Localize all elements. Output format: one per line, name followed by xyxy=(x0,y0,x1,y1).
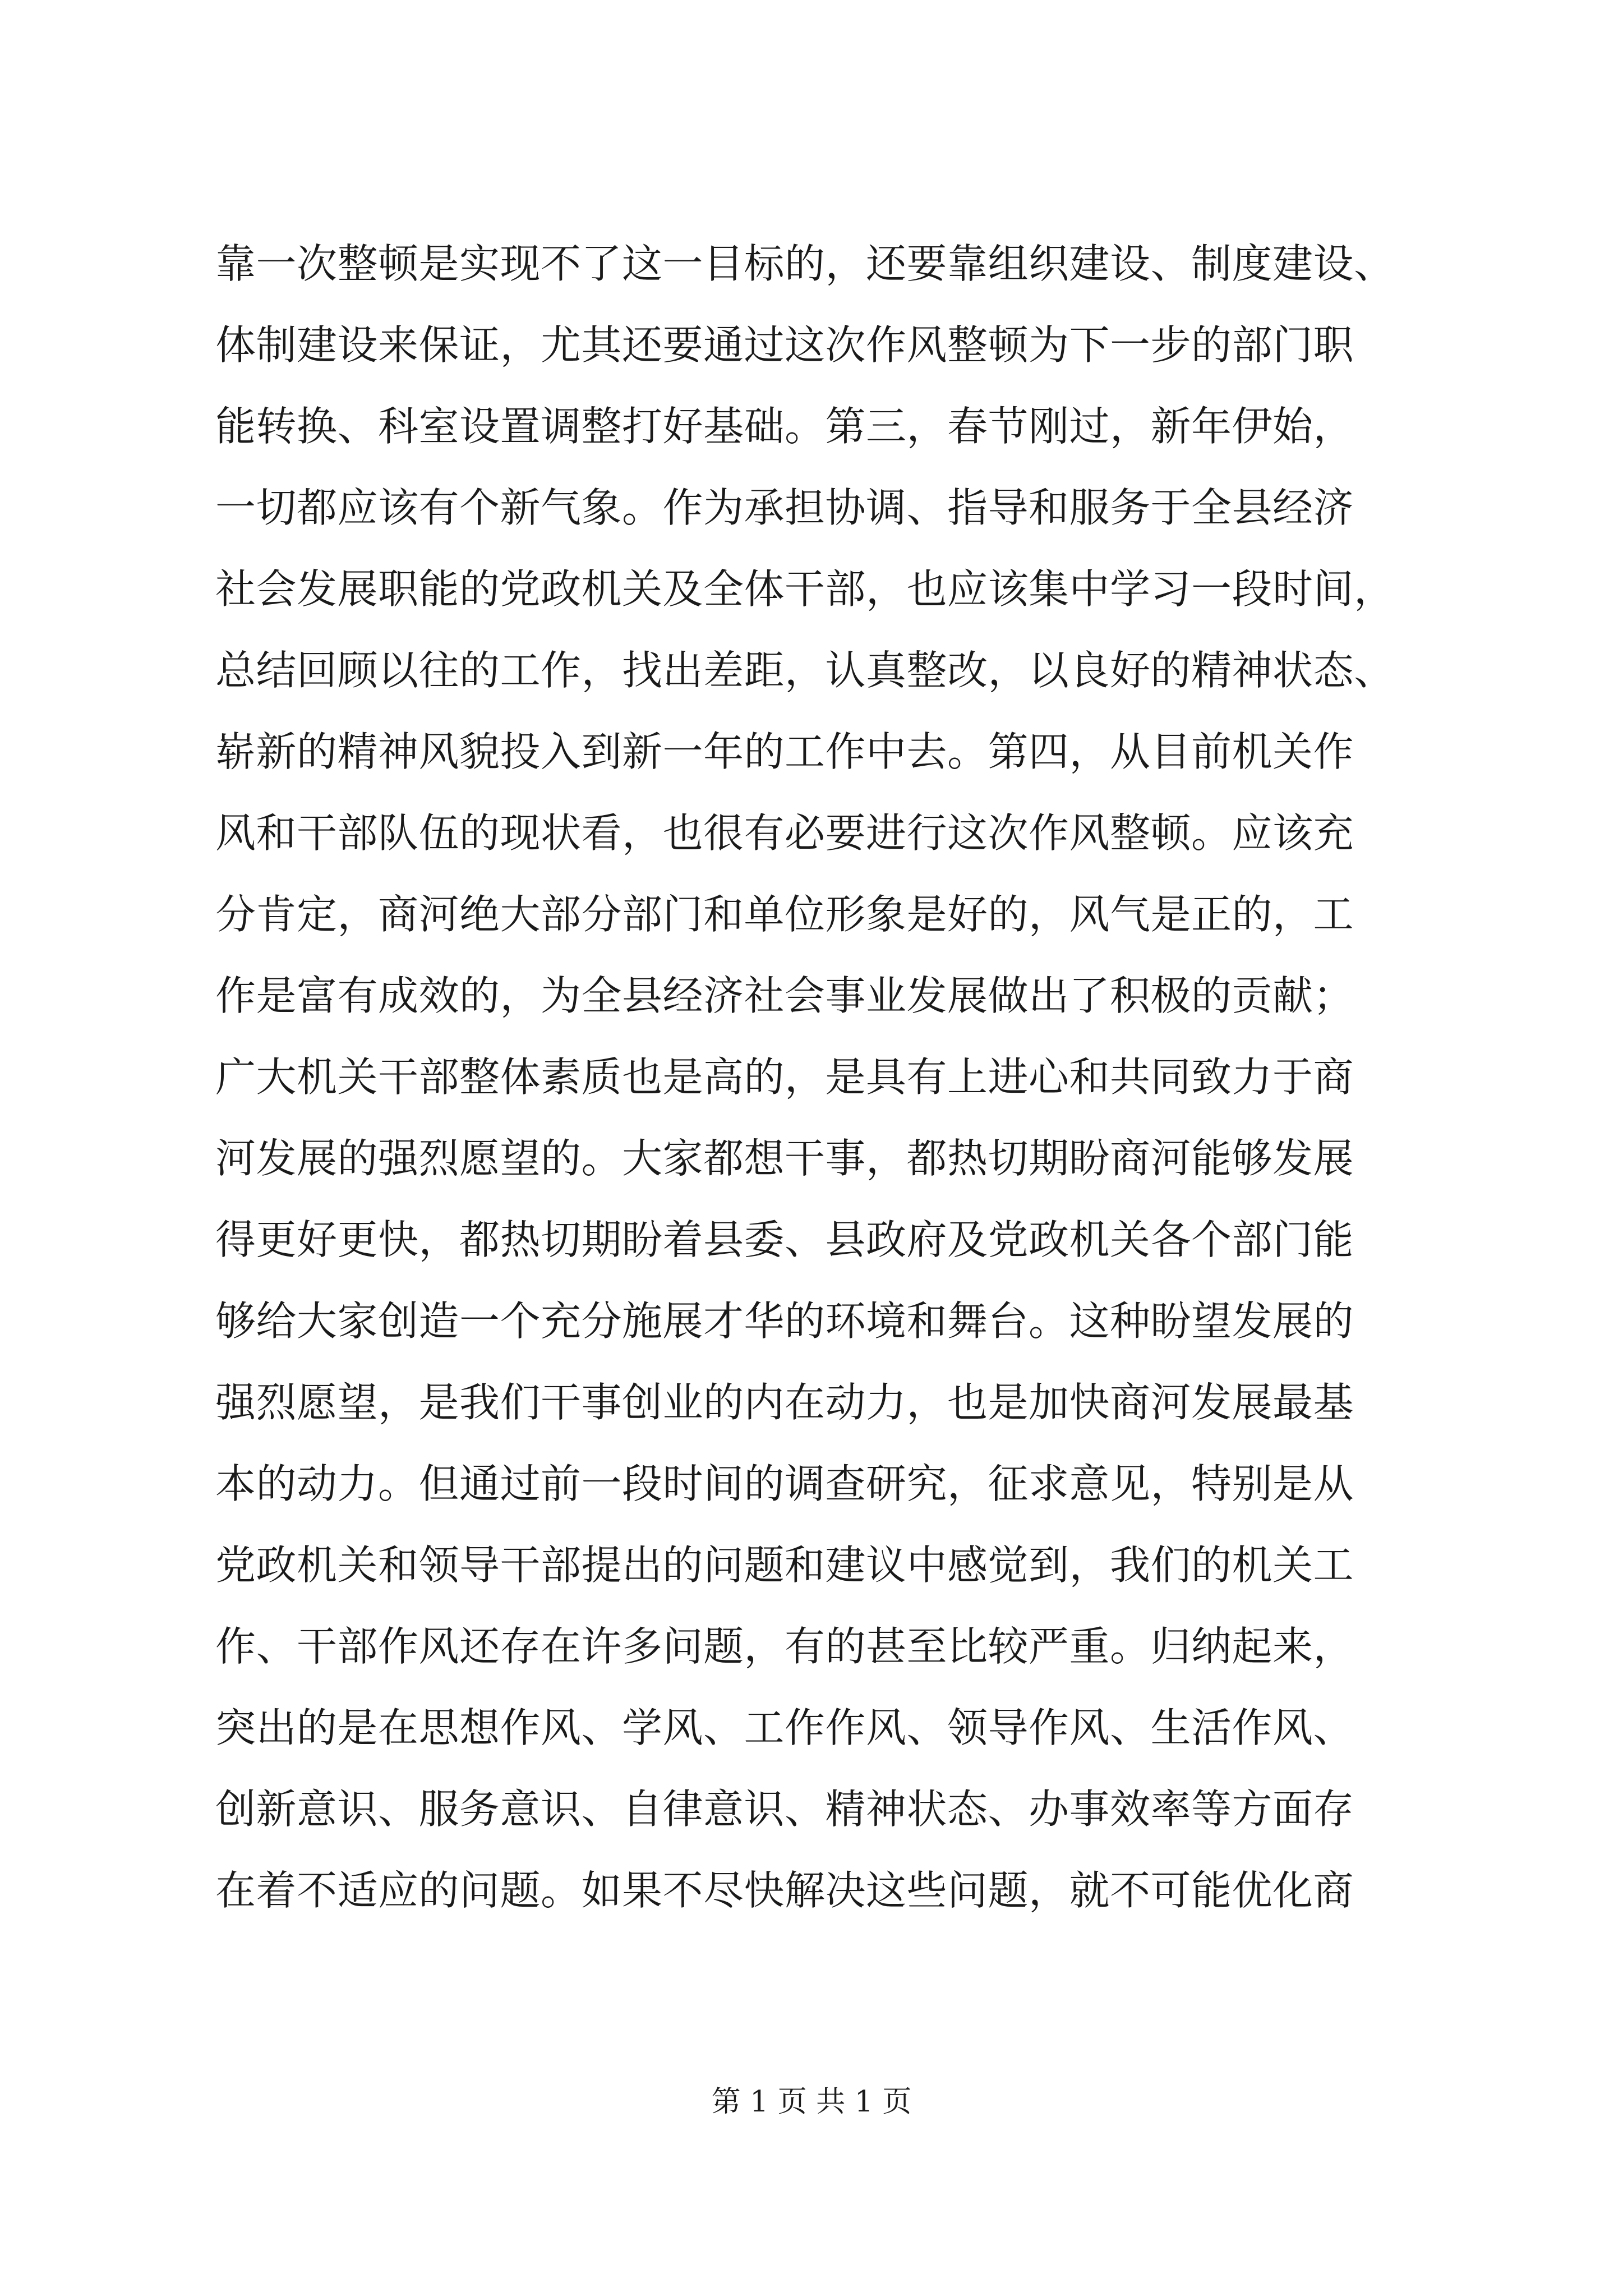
text-line: 崭新的精神风貌投入到新一年的工作中去。第四，从目前机关作 xyxy=(215,728,1354,775)
text-line: 河发展的强烈愿望的。大家都想干事，都热切期盼商河能够发展 xyxy=(215,1135,1354,1182)
text-line: 突出的是在思想作风、学风、工作作风、领导作风、生活作风、 xyxy=(215,1704,1354,1751)
text-line: 党政机关和领导干部提出的问题和建议中感觉到，我们的机关工 xyxy=(215,1542,1354,1589)
text-line: 广大机关干部整体素质也是高的，是具有上进心和共同致力于商 xyxy=(215,1053,1354,1101)
text-line: 够给大家创造一个充分施展才华的环境和舞台。这种盼望发展的 xyxy=(215,1297,1354,1345)
text-line: 社会发展职能的党政机关及全体干部，也应该集中学习一段时间， xyxy=(215,565,1395,613)
text-line: 体制建设来保证，尤其还要通过这次作风整顿为下一步的部门职 xyxy=(215,321,1354,369)
page-footer xyxy=(0,2082,1623,2122)
text-line: 本的动力。但通过前一段时间的调查研究，征求意见，特别是从 xyxy=(215,1460,1354,1507)
text-line: 在着不适应的问题。如果不尽快解决这些问题，就不可能优化商 xyxy=(215,1867,1354,1914)
text-line: 作是富有成效的，为全县经济社会事业发展做出了积极的贡献； xyxy=(215,972,1354,1019)
text-line: 一切都应该有个新气象。作为承担协调、指导和服务于全县经济 xyxy=(215,484,1354,531)
text-line: 强烈愿望，是我们干事创业的内在动力，也是加快商河发展最基 xyxy=(215,1379,1354,1426)
text-line: 作、干部作风还存在许多问题，有的甚至比较严重。归纳起来， xyxy=(215,1623,1354,1670)
body-paragraph xyxy=(215,223,1410,1931)
text-line: 总结回顾以往的工作，找出差距，认真整改，以良好的精神状态、 xyxy=(215,647,1395,694)
page-number-label: 第 1 页 共 1 页 xyxy=(711,2085,912,2119)
text-line: 分肯定，商河绝大部分部门和单位形象是好的，风气是正的，工 xyxy=(215,891,1354,938)
text-line: 得更好更快，都热切期盼着县委、县政府及党政机关各个部门能 xyxy=(215,1216,1354,1263)
text-line: 风和干部队伍的现状看，也很有必要进行这次作风整顿。应该充 xyxy=(215,809,1354,857)
text-line: 创新意识、服务意识、自律意识、精神状态、办事效率等方面存 xyxy=(215,1786,1354,1833)
text-line: 能转换、科室设置调整打好基础。第三，春节刚过，新年伊始， xyxy=(215,403,1354,450)
text-line: 靠一次整顿是实现不了这一目标的，还要靠组织建设、制度建设、 xyxy=(215,240,1395,287)
